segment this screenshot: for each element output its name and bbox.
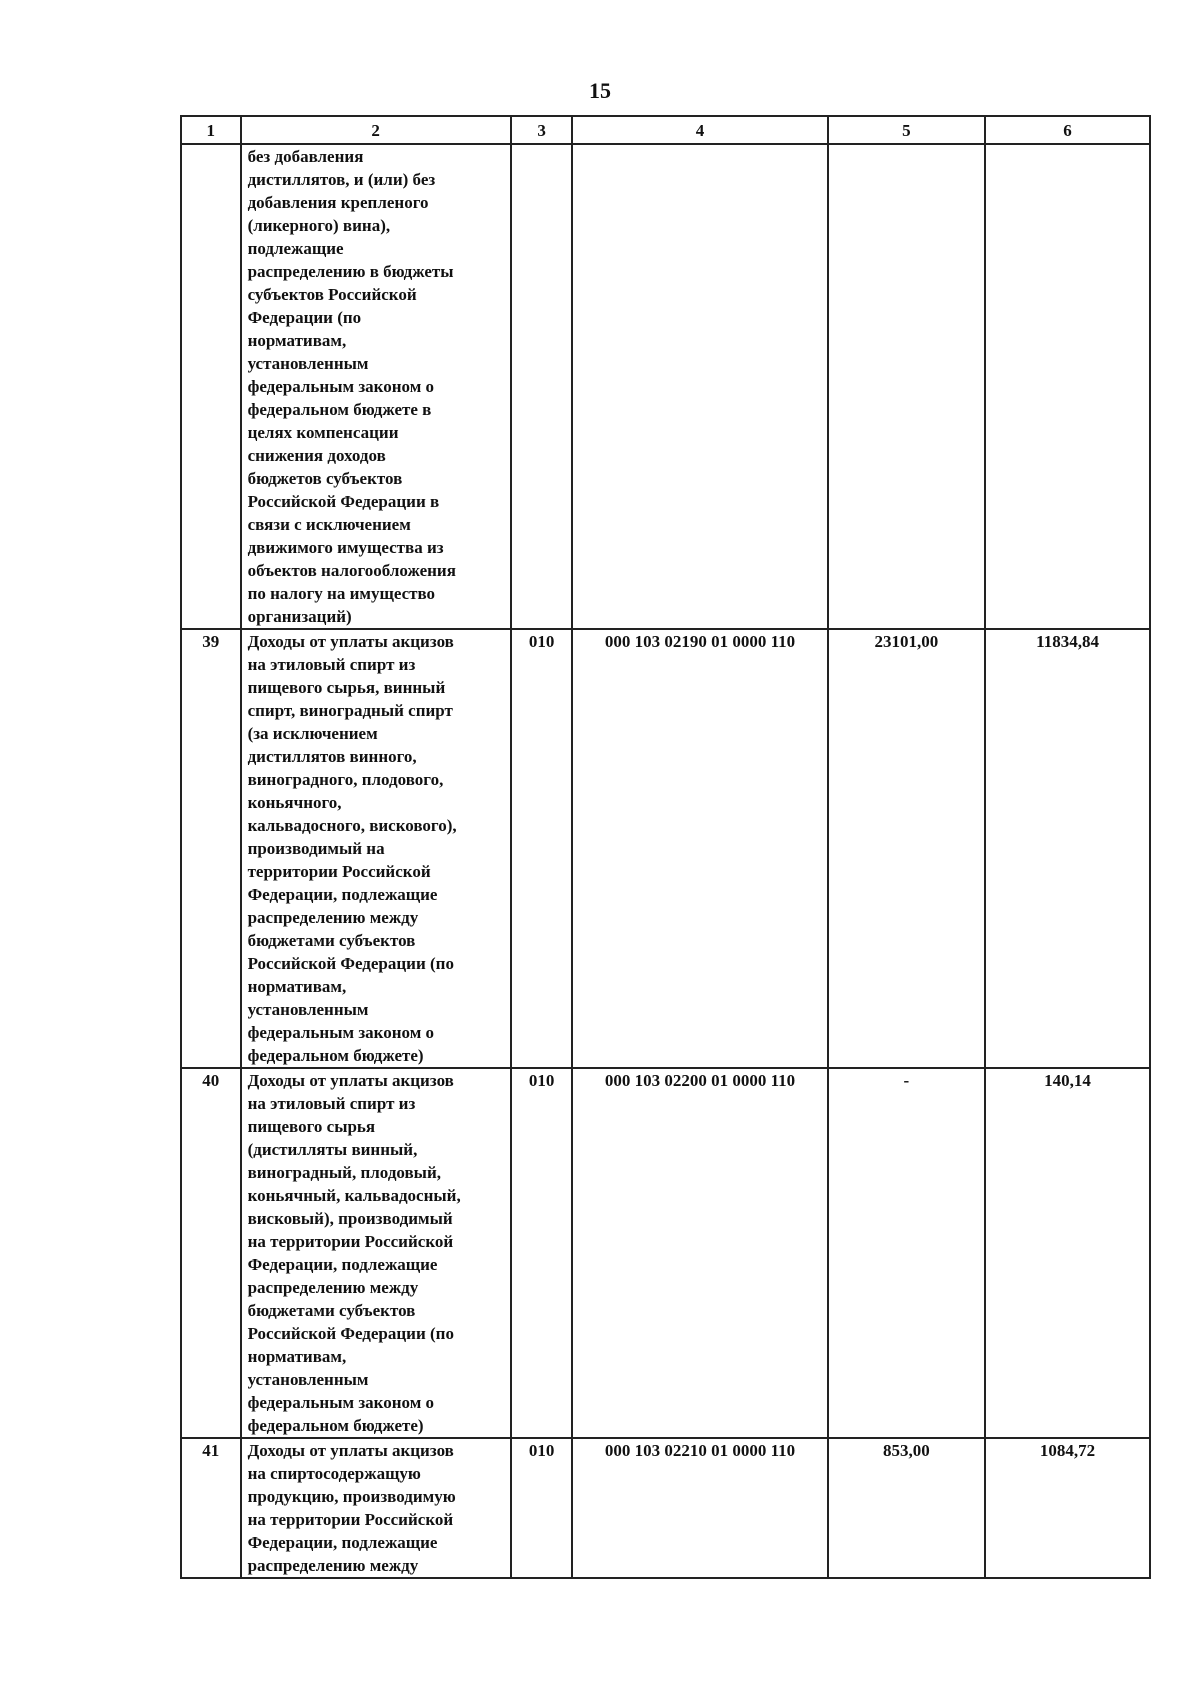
description-line: (ликерного) вина), <box>247 216 391 235</box>
description-line: Федерации (по <box>247 308 362 327</box>
description-line: на этиловый спирт из <box>247 1094 416 1113</box>
description-line: бюджетами субъектов <box>247 1301 416 1320</box>
description-line: территории Российской <box>247 862 431 881</box>
description-line: установленным <box>247 1000 369 1019</box>
description-line: продукцию, производимую <box>247 1487 456 1506</box>
description-line: целях компенсации <box>247 423 399 442</box>
row-description <box>241 144 511 629</box>
table-body <box>181 144 1150 1578</box>
budget-classification-code <box>572 144 827 629</box>
description-line: распределению в бюджеты <box>247 262 454 281</box>
description-line: кальвадосного, вискового), <box>247 816 457 835</box>
row-description <box>241 1438 511 1578</box>
admin-code: 010 <box>511 1068 573 1438</box>
description-line: нормативам, <box>247 1347 347 1366</box>
table-row <box>181 144 1150 629</box>
description-line: субъектов Российской <box>247 285 417 304</box>
row-number: 41 <box>181 1438 241 1578</box>
description-line: снижения доходов <box>247 446 386 465</box>
description-line: на территории Российской <box>247 1232 454 1251</box>
description-line: (дистилляты винный, <box>247 1140 418 1159</box>
description-line: дистиллятов, и (или) без <box>247 170 436 189</box>
description-line: без добавления <box>247 147 364 166</box>
description-line: Российской Федерации в <box>247 492 440 511</box>
amount-column-5: 853,00 <box>828 1438 985 1578</box>
amount-column-5: 23101,00 <box>828 629 985 1068</box>
admin-code <box>511 144 573 629</box>
description-line: федеральным законом о <box>247 377 435 396</box>
description-line: Российской Федерации (по <box>247 954 454 973</box>
description-line: объектов налогообложения <box>247 561 456 580</box>
amount-column-6: 11834,84 <box>985 629 1150 1068</box>
description-line: организаций) <box>247 607 352 626</box>
column-header-3: 3 <box>511 116 573 144</box>
description-line: коньячный, кальвадосный, <box>247 1186 461 1205</box>
description-line: на территории Российской <box>247 1510 454 1529</box>
description-line: дистиллятов винного, <box>247 747 417 766</box>
column-header-5: 5 <box>828 116 985 144</box>
description-line: спирт, виноградный спирт <box>247 701 453 720</box>
description-line: висковый), производимый <box>247 1209 453 1228</box>
page-number: 15 <box>589 78 611 103</box>
description-line: на спиртосодержащую <box>247 1464 421 1483</box>
description-line: Федерации, подлежащие <box>247 885 438 904</box>
table-header-row <box>181 116 1150 144</box>
column-header-2: 2 <box>241 116 511 144</box>
description-line: связи с исключением <box>247 515 411 534</box>
description-line: пищевого сырья <box>247 1117 376 1136</box>
column-header-1: 1 <box>181 116 241 144</box>
description-line: Доходы от уплаты акцизов <box>247 1071 454 1090</box>
column-header-6: 6 <box>985 116 1150 144</box>
amount-column-6: 140,14 <box>985 1068 1150 1438</box>
description-line: распределению между <box>247 1278 419 1297</box>
row-description <box>241 1068 511 1438</box>
description-line: на этиловый спирт из <box>247 655 416 674</box>
table-row <box>181 1068 1150 1438</box>
budget-classification-code: 000 103 02190 01 0000 110 <box>572 629 827 1068</box>
description-line: федеральным законом о <box>247 1393 435 1412</box>
description-line: производимый на <box>247 839 385 858</box>
budget-classification-code: 000 103 02210 01 0000 110 <box>572 1438 827 1578</box>
description-line: нормативам, <box>247 977 347 996</box>
row-number <box>181 144 241 629</box>
description-line: бюджетов субъектов <box>247 469 403 488</box>
row-number: 39 <box>181 629 241 1068</box>
description-line: распределению между <box>247 1556 419 1575</box>
description-line: федеральном бюджете) <box>247 1046 424 1065</box>
description-line: пищевого сырья, винный <box>247 678 446 697</box>
amount-column-6: 1084,72 <box>985 1438 1150 1578</box>
description-line: Федерации, подлежащие <box>247 1533 438 1552</box>
description-line: бюджетами субъектов <box>247 931 416 950</box>
amount-column-6 <box>985 144 1150 629</box>
amount-column-5 <box>828 144 985 629</box>
description-line: движимого имущества из <box>247 538 444 557</box>
description-line: Доходы от уплаты акцизов <box>247 632 454 651</box>
description-line: федеральном бюджете в <box>247 400 432 419</box>
admin-code: 010 <box>511 629 573 1068</box>
description-line: нормативам, <box>247 331 347 350</box>
description-line: Федерации, подлежащие <box>247 1255 438 1274</box>
table-row <box>181 1438 1150 1578</box>
description-line: федеральным законом о <box>247 1023 435 1042</box>
description-line: установленным <box>247 1370 369 1389</box>
description-line: по налогу на имущество <box>247 584 436 603</box>
description-line: добавления крепленого <box>247 193 429 212</box>
description-line: виноградного, плодового, <box>247 770 444 789</box>
description-line: виноградный, плодовый, <box>247 1163 441 1182</box>
description-line: (за исключением <box>247 724 378 743</box>
description-line: Российской Федерации (по <box>247 1324 454 1343</box>
description-line: федеральном бюджете) <box>247 1416 424 1435</box>
row-description <box>241 629 511 1068</box>
revenue-table <box>180 115 1151 1579</box>
table-row <box>181 629 1150 1068</box>
description-line: распределению между <box>247 908 419 927</box>
row-number: 40 <box>181 1068 241 1438</box>
description-line: коньячного, <box>247 793 342 812</box>
description-line: подлежащие <box>247 239 344 258</box>
description-line: Доходы от уплаты акцизов <box>247 1441 454 1460</box>
description-line: установленным <box>247 354 369 373</box>
admin-code: 010 <box>511 1438 573 1578</box>
budget-classification-code: 000 103 02200 01 0000 110 <box>572 1068 827 1438</box>
column-header-4: 4 <box>572 116 827 144</box>
amount-column-5: - <box>828 1068 985 1438</box>
